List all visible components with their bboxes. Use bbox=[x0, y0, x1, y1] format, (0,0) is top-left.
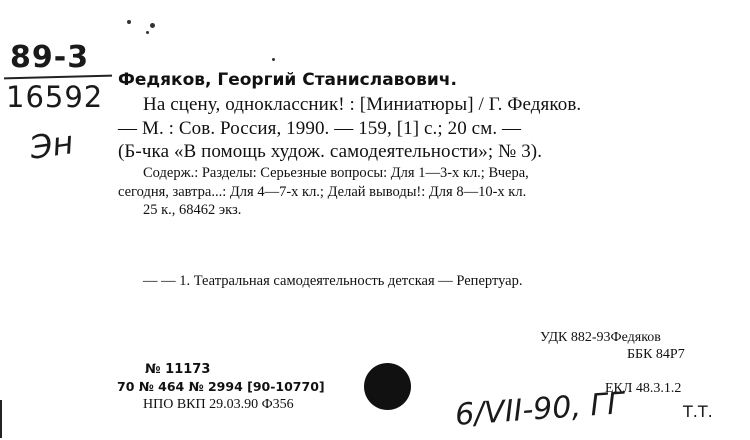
contents-line-3: 25 к., 68462 экз. bbox=[143, 202, 242, 218]
punch-hole bbox=[364, 363, 411, 410]
author-heading: Федяков, Георгий Станиславович. bbox=[118, 70, 457, 90]
card-edge-mark bbox=[0, 400, 2, 438]
description-line-2: — М. : Сов. Россия, 1990. — 159, [1] с.; 20 см. — bbox=[118, 118, 522, 139]
handwritten-date: 6/VII-90, ГГ bbox=[453, 386, 625, 433]
contents-line-2: сегодня, завтра...: Для 4—7-х кл.; Делай выводы!: Для 8—10-х кл. bbox=[118, 184, 527, 200]
ink-speck bbox=[150, 23, 155, 28]
ink-speck bbox=[127, 20, 131, 24]
contents-line-1: Содерж.: Разделы: Серьезные вопросы: Для 1—3-х кл.; Вчера, bbox=[143, 165, 529, 181]
call-number-mark: Эн bbox=[27, 123, 76, 167]
order-numbers: 70 № 464 № 2994 [90-10770] bbox=[117, 379, 325, 394]
call-number-divider bbox=[4, 75, 112, 80]
printer-line: НПО ВКП 29.03.90 Ф356 bbox=[143, 397, 294, 412]
udk-code: УДК 882-93Федяков bbox=[540, 330, 661, 345]
description-line-3: (Б-чка «В помощь худож. самодеятельности»; № 3). bbox=[118, 141, 543, 162]
ink-speck bbox=[146, 31, 149, 34]
call-number-bottom: 16592 bbox=[6, 80, 104, 114]
record-number: № 11173 bbox=[145, 362, 211, 377]
handwritten-initials: Т.Т. bbox=[683, 402, 713, 421]
subject-tracing: — — 1. Театральная самодеятельность детская — Репертуар. bbox=[143, 273, 523, 289]
description-line-1: На сцену, одноклассник! : [Миниатюры] / Г. Федяков. bbox=[143, 94, 582, 115]
bbk-code: ББК 84Р7 bbox=[627, 347, 685, 362]
ink-speck bbox=[272, 58, 275, 61]
call-number-top: 89-3 bbox=[10, 40, 90, 75]
ekl-code: ЕКЛ 48.3.1.2 bbox=[605, 381, 682, 396]
